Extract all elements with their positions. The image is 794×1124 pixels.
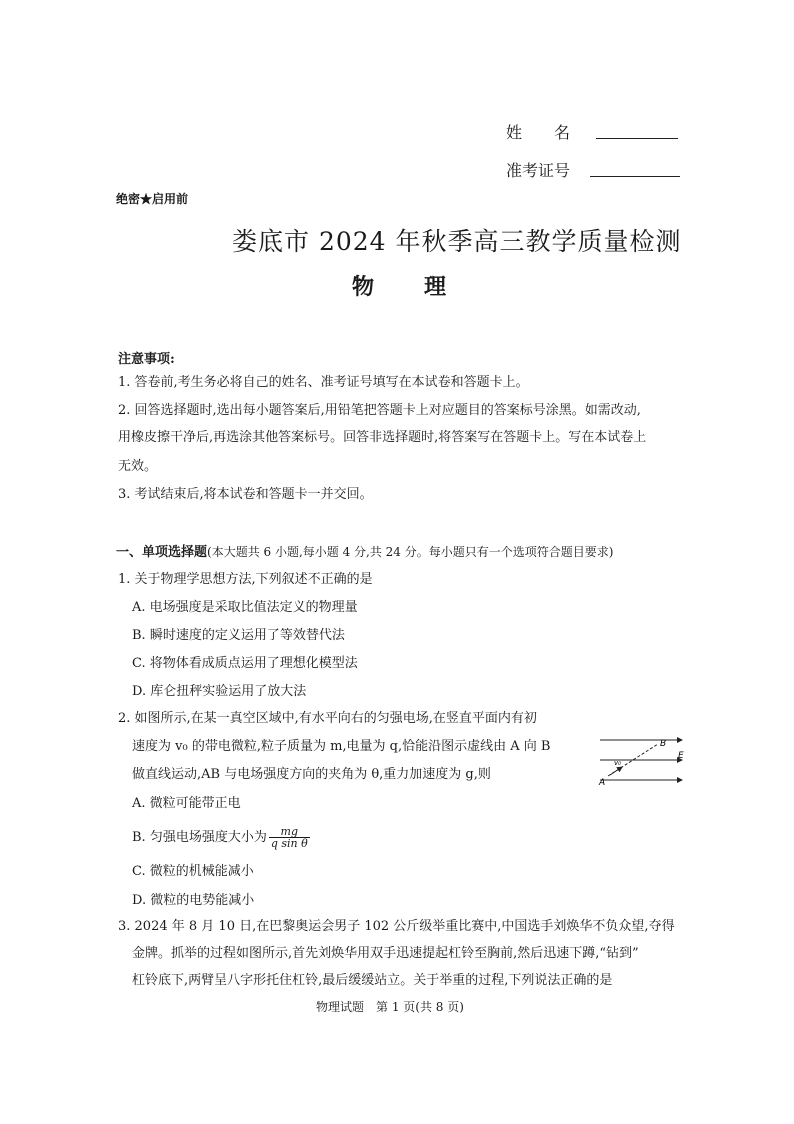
- notes-item-2-line-1: 2. 回答选择题时,选出每小题答案后,用铅笔把答题卡上对应题目的答案标号涂黑。如需改动,: [118, 403, 641, 418]
- q3-stem-line-3: 杠铃底下,两臂呈八字形托住杠铃,最后缓缓站立。关于举重的过程,下列说法正确的是: [132, 973, 613, 988]
- q2-field-diagram: [596, 732, 688, 788]
- page-footer: 物理试题 第 1 页(共 8 页): [316, 1000, 464, 1014]
- label-v0: v₀: [614, 759, 621, 767]
- q1-option-c[interactable]: C. 将物体看成质点运用了理想化模型法: [132, 656, 358, 671]
- section-1-heading: [116, 543, 613, 562]
- subject-title: 物 理: [352, 274, 449, 300]
- name-label: 姓 名: [506, 123, 571, 142]
- q2-option-d[interactable]: D. 微粒的电势能减小: [132, 893, 255, 908]
- exam-id-label: 准考证号: [506, 161, 571, 180]
- exam-id-blank[interactable]: [590, 176, 680, 177]
- q1-option-a[interactable]: A. 电场强度是采取比值法定义的物理量: [132, 600, 358, 615]
- q1-option-d[interactable]: D. 库仑扭秤实验运用了放大法: [132, 684, 307, 699]
- q1-stem: 1. 关于物理学思想方法,下列叙述不正确的是: [118, 572, 373, 587]
- q1-option-b[interactable]: B. 瞬时速度的定义运用了等效替代法: [132, 628, 345, 643]
- fraction-numerator: mg: [269, 826, 310, 838]
- q2-option-b[interactable]: [132, 826, 310, 849]
- section-1-note: (本大题共 6 小题,每小题 4 分,共 24 分。每小题只有一个选项符合题目要求): [207, 545, 614, 559]
- q2-stem-line-3: 做直线运动,AB 与电场强度方向的夹角为 θ,重力加速度为 g,则: [132, 767, 491, 782]
- q3-stem-line-2: 金牌。抓举的过程如图所示,首先刘焕华用双手迅速提起杠铃至胸前,然后迅速下蹲,“钻到”: [132, 946, 639, 961]
- notes-heading: 注意事项:: [118, 352, 175, 367]
- q2-option-b-text: B. 匀强电场强度大小为: [132, 830, 267, 845]
- notes-item-1: 1. 答卷前,考生务必将自己的姓名、准考证号填写在本试卷和答题卡上。: [118, 375, 529, 390]
- q2-option-b-fraction: [269, 826, 310, 849]
- name-blank[interactable]: [596, 138, 678, 139]
- notes-item-3: 3. 考试结束后,将本试卷和答题卡一并交回。: [118, 487, 373, 502]
- q2-stem-line-1: 2. 如图所示,在某一真空区域中,有水平向右的匀强电场,在竖直平面内有初: [118, 711, 537, 726]
- q3-stem-line-1: 3. 2024 年 8 月 10 日,在巴黎奥运会男子 102 公斤级举重比赛中,中国选手刘焕华不负众望,夺得: [118, 919, 675, 934]
- q2-option-a[interactable]: A. 微粒可能带正电: [132, 796, 241, 811]
- notes-item-2-line-2: 用橡皮擦干净后,再选涂其他答案标号。回答非选择题时,将答案写在答题卡上。写在本试卷上: [118, 430, 647, 445]
- section-1-title: 一、单项选择题: [116, 545, 208, 560]
- label-e: E: [678, 751, 684, 761]
- notes-item-2-line-3: 无效。: [118, 459, 158, 474]
- label-a: A: [599, 778, 606, 788]
- page-title: 娄底市 2024 年秋季高三教学质量检测: [232, 227, 682, 256]
- secret-mark: 绝密★启用前: [116, 192, 189, 206]
- q2-stem-line-2: 速度为 v₀ 的带电微粒,粒子质量为 m,电量为 q,恰能沿图示虚线由 A 向 B: [132, 739, 551, 754]
- label-b: B: [660, 739, 667, 749]
- fraction-denominator: q sin θ: [270, 837, 308, 850]
- q2-option-c[interactable]: C. 微粒的机械能减小: [132, 864, 254, 879]
- velocity-arrow: [610, 767, 622, 775]
